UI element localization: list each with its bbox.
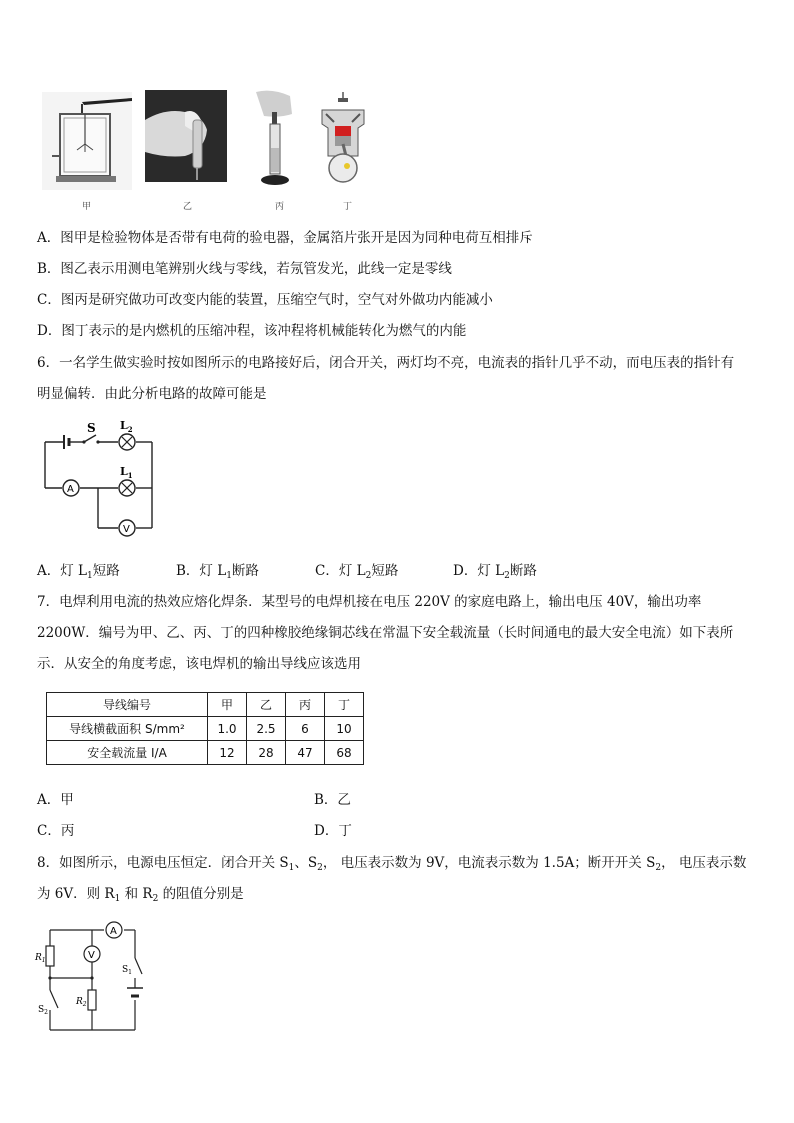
q8-r1-label: $R_1$ — [35, 953, 46, 964]
q6-switch-label: S — [87, 421, 96, 435]
q7-option-a: A．甲 — [37, 792, 74, 808]
air-compression-figure — [250, 88, 302, 188]
table-cell: 68 — [325, 741, 364, 765]
q8-voltmeter-label: V — [88, 950, 95, 961]
caption-bing: 丙 — [275, 202, 285, 212]
q6-option-a: A．灯 $L_1$短路 — [37, 563, 120, 581]
q7-stem-line1: 7．电焊利用电流的热效应熔化焊条．某型号的电焊机接在电压 220V 的家庭电路上，输出电压 40V，输出功率 — [37, 594, 702, 610]
q8-stem-line1: 8．如图所示，电源电压恒定．闭合开关 $S_1$、$S_2$， 电压表示数为 9V，电流表示数为 1.5A；断开开关 $S_2$， 电压表示数 — [37, 855, 747, 873]
q7-option-b: B．乙 — [314, 792, 351, 808]
q5-option-b: B．图乙表示用测电笔辨别火线与零线，若氖管发光，此线一定是零线 — [37, 261, 452, 277]
q6-stem-line1: 6．一名学生做实验时按如图所示的电路接好后，闭合开关，两灯均不亮，电流表的指针几乎不动，而电压表的指针有 — [37, 355, 735, 371]
q6-option-c: C．灯 $L_2$短路 — [315, 563, 399, 581]
q7-option-d: D．丁 — [314, 823, 352, 839]
table-cell: 导线横截面积 S/mm² — [47, 717, 208, 741]
table-header-cell: 丁 — [325, 693, 364, 717]
table-cell: 安全载流量 I/A — [47, 741, 208, 765]
q7-stem-line2: 2200W．编号为甲、乙、丙、丁的四种橡胶绝缘铜芯线在常温下安全载流量（长时间通电的最大安全电流）如下表所 — [37, 625, 734, 641]
q6-circuit-diagram — [40, 420, 160, 545]
table-cell: 47 — [286, 741, 325, 765]
table-header-cell: 导线编号 — [47, 693, 208, 717]
q5-option-a: A．图甲是检验物体是否带有电荷的验电器，金属箔片张开是因为同种电荷互相排斥 — [37, 230, 533, 246]
q6-option-d: D．灯 $L_2$断路 — [453, 563, 537, 581]
engine-figure — [318, 92, 368, 188]
q8-ammeter-label: A — [110, 926, 117, 937]
table-row-header — [47, 693, 364, 717]
caption-ding: 丁 — [343, 202, 353, 212]
table-header-cell: 乙 — [247, 693, 286, 717]
electroscope-figure — [42, 92, 132, 190]
test-pencil-figure — [145, 90, 227, 182]
q6-stem-line2: 明显偏转．由此分析电路的故障可能是 — [37, 386, 267, 402]
table-row-current — [47, 741, 364, 765]
table-cell: 2.5 — [247, 717, 286, 741]
table-cell: 28 — [247, 741, 286, 765]
q6-option-b: B．灯 $L_1$断路 — [176, 563, 259, 581]
q7-stem-line3: 示．从安全的角度考虑，该电焊机的输出导线应该选用 — [37, 656, 361, 672]
table-cell: 1.0 — [208, 717, 247, 741]
q8-s1-label: $S_1$ — [122, 965, 132, 976]
q7-option-c: C．丙 — [37, 823, 75, 839]
table-cell: 6 — [286, 717, 325, 741]
q6-lamp-bottom-label: $L_1$ — [120, 465, 133, 480]
q6-lamp-top-label: $L_2$ — [120, 420, 133, 434]
table-header-cell: 甲 — [208, 693, 247, 717]
q5-option-d: D．图丁表示的是内燃机的压缩冲程，该冲程将机械能转化为燃气的内能 — [37, 323, 467, 339]
q8-circuit-diagram — [34, 918, 159, 1038]
q5-option-c: C．图丙是研究做功可改变内能的装置，压缩空气时，空气对外做功内能减小 — [37, 292, 493, 308]
table-row-area — [47, 717, 364, 741]
caption-yi: 乙 — [183, 202, 193, 212]
q8-stem-line2: 为 6V．则 $R_1$ 和 $R_2$ 的阻值分别是 — [37, 886, 244, 904]
wire-table — [46, 692, 364, 765]
q8-r2-label: $R_2$ — [76, 997, 87, 1008]
caption-jia: 甲 — [82, 202, 92, 212]
q6-voltmeter-label: V — [123, 524, 130, 535]
q8-s2-label: $S_2$ — [38, 1005, 48, 1016]
q6-ammeter-label: A — [67, 484, 74, 495]
table-header-cell: 丙 — [286, 693, 325, 717]
table-cell: 12 — [208, 741, 247, 765]
figure-row — [40, 88, 380, 213]
table-cell: 10 — [325, 717, 364, 741]
